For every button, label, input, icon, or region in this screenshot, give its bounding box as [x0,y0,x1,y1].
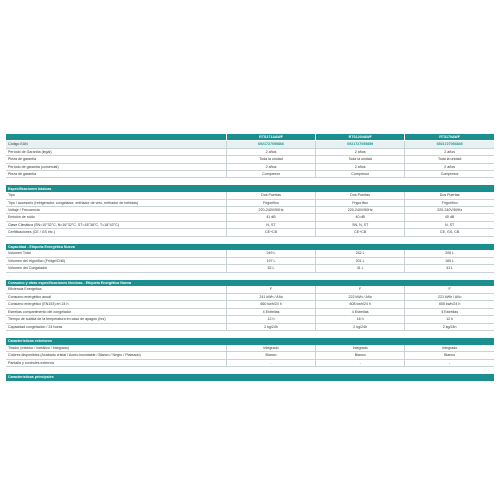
row-value: 242 L [316,250,405,257]
row-label: Volumen del frigorífico (Fridge/Chill) [6,257,226,264]
row-value: 12 h [405,316,494,323]
spec-table [6,134,494,381]
row-value: 12 h [226,316,315,323]
spacer-cell [6,178,494,186]
row-value: Integrado [405,345,494,352]
row-value: 2 kg/24h [316,323,405,330]
row-label: Pantalla y controles externos [6,359,226,366]
row-value: Frigorífico [405,199,494,206]
row-value: Compresor [405,171,494,178]
row-value: 40 dB [405,214,494,221]
model-header: RTS1204AWF [316,134,405,141]
table-row [6,265,494,272]
row-value: 249 L [226,250,315,257]
row-value: N, ST [405,221,494,228]
row-label: Volumen Total [6,250,226,257]
row-value: SN, N, ST [316,221,405,228]
row-value: 4 Estrellas [226,308,315,315]
table-row [6,308,494,315]
table-row [6,229,494,236]
row-value: 41 L [316,265,405,272]
row-value: Dos Puertas [316,192,405,199]
table-row [6,352,494,359]
table-row [6,301,494,308]
row-value: 241 kWh / Año [226,293,315,300]
section-spacer [6,178,494,186]
row-value: Blanco [316,352,405,359]
model-header: RTS271AAWF [226,134,315,141]
row-value: 206 L [405,250,494,257]
row-value: Frigorífico [226,199,315,206]
table-row [6,156,494,163]
section-spacer [6,366,494,374]
spacer-cell [6,366,494,374]
row-label: Consumo energético anual [6,293,226,300]
row-label: Eficiencia Energética [6,286,226,293]
row-label: Tiempo de subida de la temperatura en caso de apagón (hrs) [6,316,226,323]
row-value: 2 años [226,163,315,170]
row-label: Consumo energético (EN153) en 24 h [6,301,226,308]
row-value: 2 kg/24h [405,323,494,330]
row-value: Toda la unidad [226,156,315,163]
row-value: 52 L [226,265,315,272]
row-value: 220-240V/50Hz [316,207,405,214]
row-value: 6921727055859 [316,141,405,148]
row-value: Blanco [405,352,494,359]
row-value: Frigorífico [316,199,405,206]
row-value: CE+CB [226,229,315,236]
table-row [6,207,494,214]
row-value: F [405,286,494,293]
row-value: Dos Puertas [405,192,494,199]
section-header-row [6,374,494,381]
row-label: Código EAN [6,141,226,148]
table-header-row [6,134,494,141]
row-value: - [316,359,405,366]
section-spacer [6,330,494,338]
row-value: 220-240V/50Hz [405,207,494,214]
row-value: Compresor [226,171,315,178]
row-value: 2 años [316,148,405,155]
row-value: Blanco [226,352,315,359]
row-label: Tipo [6,192,226,199]
spacer-cell [6,330,494,338]
row-value: 2 años [316,163,405,170]
row-value: - [405,359,494,366]
row-value: CE, GS, CB [405,229,494,236]
row-label: Capacidad congelación / 24 horas [6,323,226,330]
row-label: Tirador (exterior / metálico / integrado) [6,345,226,352]
table-row [6,345,494,352]
table-row [6,293,494,300]
row-value: Dos Puertas [226,192,315,199]
table-row [6,323,494,330]
row-label: Emisión de ruido [6,214,226,221]
row-value: Integrado [226,345,315,352]
row-label: Período de garantía (comercial) [6,163,226,170]
row-value: 2 años [405,148,494,155]
section-title: Capacidad - Etiqueta Energética Nueva [6,244,494,251]
section-title: Características exteriores [6,338,494,345]
row-label: Tipo / accesorio (refrigerador, congelador, enfriador de vino, enfriador de bebidas) [6,199,226,206]
spec-table-body [6,134,494,381]
row-value: 165 L [405,257,494,264]
table-row [6,171,494,178]
table-row [6,214,494,221]
table-row [6,163,494,170]
table-row [6,192,494,199]
row-label: Colores disponibles (Acabado cristal / Acero inoxidable / Blanco / Negro / Plateado) [6,352,226,359]
row-value: Toda la unidad [316,156,405,163]
ean-row [6,141,494,148]
row-label: Volumen del Congelador [6,265,226,272]
row-value: F [226,286,315,293]
row-label: Clase Climática (SN=10°32°C, N=16°32°C, ST=18°38°C, T=18°43°C) [6,221,226,228]
header-blank-cell [6,134,226,141]
row-value: Compresor [316,171,405,178]
row-value: 201 L [316,257,405,264]
table-row [6,148,494,155]
row-value: 4 Estrellas [316,308,405,315]
table-row [6,316,494,323]
row-value: Integrado [316,345,405,352]
row-label: Certificaciones (CE / GS etc.) [6,229,226,236]
row-value: 6921727054845 [405,141,494,148]
row-value: F [316,286,405,293]
spacer-cell [6,236,494,244]
row-label: Período de Garantía (legal) [6,148,226,155]
row-value: 2 kg/24h [226,323,315,330]
section-header-row [6,185,494,192]
section-header-row [6,338,494,345]
row-value: 6921727055866 [226,141,315,148]
row-value: 41 dB [226,214,315,221]
table-row [6,250,494,257]
row-value: 220-240V/50Hz [226,207,315,214]
spacer-cell [6,272,494,280]
table-row [6,221,494,228]
row-value: Toda la unidad [405,156,494,163]
section-title: Especificaciones básicas [6,185,494,192]
row-label: Pieza de garantía [6,156,226,163]
row-value: N, ST [226,221,315,228]
table-row [6,257,494,264]
row-value: 4 Estrellas [405,308,494,315]
row-value: 222 kWh / Año [316,293,405,300]
section-title: Consumo y otras especificaciones técnicas - Etiqueta Energética Nueva [6,280,494,287]
row-value: 2 años [405,163,494,170]
row-value: 605 kwh/24 h [405,301,494,308]
row-value: 221 kWh / Año [405,293,494,300]
row-value: 608 kwh/24 h [316,301,405,308]
row-label: Pieza de garantía [6,171,226,178]
row-value: 197 L [226,257,315,264]
section-header-row [6,280,494,287]
table-row [6,286,494,293]
row-label: Estrellas compartimento del congelador [6,308,226,315]
row-value: 2 años [226,148,315,155]
section-spacer [6,236,494,244]
row-value: 40 dB [316,214,405,221]
table-row [6,359,494,366]
section-spacer [6,272,494,280]
row-value: CE+CB [316,229,405,236]
row-value: 41 L [405,265,494,272]
table-row [6,199,494,206]
section-title: Características principales [6,374,494,381]
section-header-row [6,244,494,251]
model-header: RT3170AWF [405,134,494,141]
row-value: 18 h [316,316,405,323]
row-value: 660 kwh/24 h [226,301,315,308]
row-value: - [226,359,315,366]
row-label: Voltaje / Frecuencia [6,207,226,214]
